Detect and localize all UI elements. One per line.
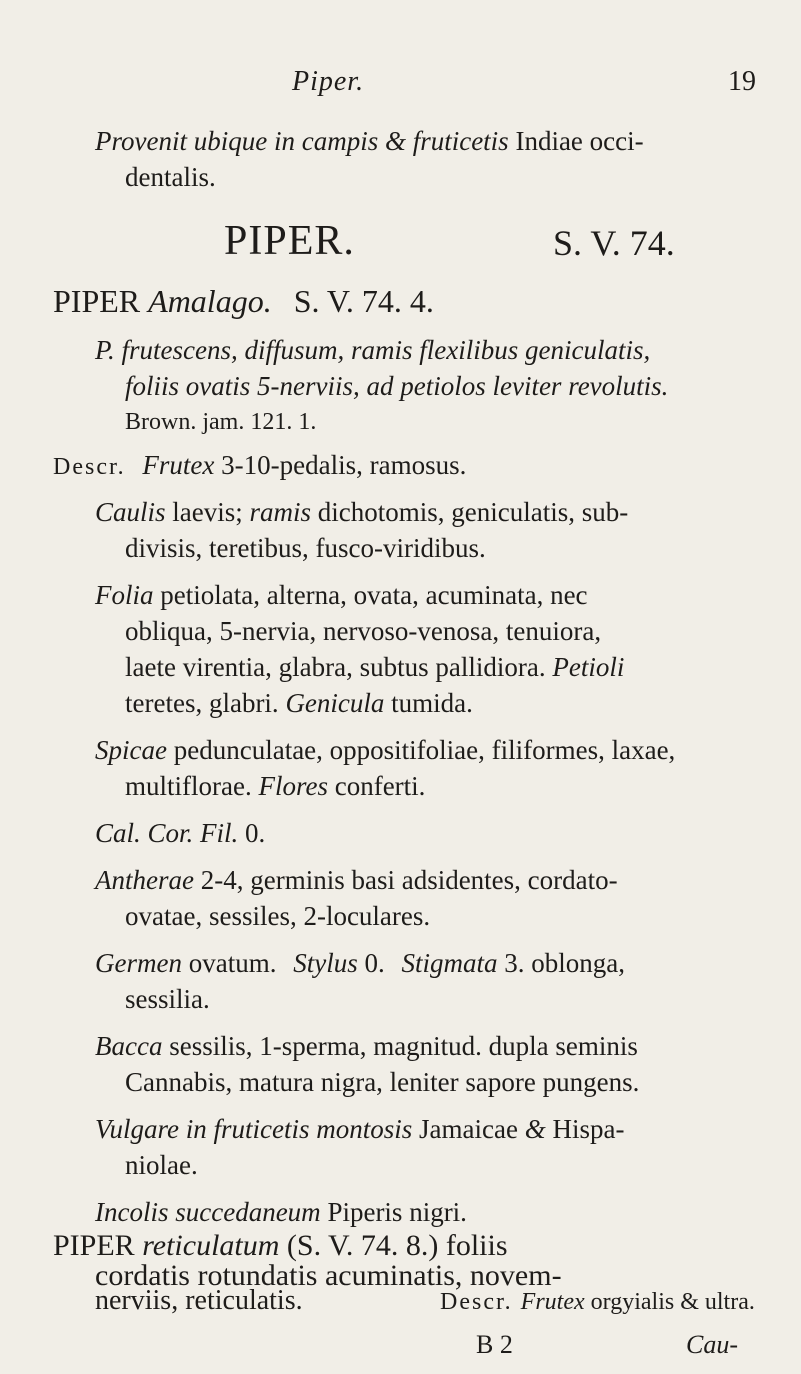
species1-ref: S. V. 74. 4.	[293, 283, 434, 319]
species2-diagnosis-3: nerviis, reticulatis.	[95, 1285, 303, 1316]
folia-line-2: obliqua, 5-nervia, nervoso-venosa, tenuiora,	[125, 616, 602, 646]
spicae-text-a: pedunculatae, oppositifoliae, filiformes, laxae,	[173, 735, 676, 765]
vulgare-tail: Jamaicae	[419, 1114, 518, 1144]
folia-label: Folia	[95, 580, 154, 610]
spicae-line-2	[125, 768, 425, 804]
intro-tail: Indiae occi-	[515, 126, 644, 156]
germen-line-1	[95, 945, 625, 981]
bacca-label: Bacca	[95, 1031, 163, 1061]
descr-label: Descr.	[53, 454, 126, 480]
genicula-text: tumida.	[391, 688, 473, 718]
caulis-ramis: ramis	[249, 497, 312, 527]
running-head-title: Piper.	[292, 66, 365, 97]
folia-text-c: laete virentia, glabra, subtus pallidiora.	[125, 652, 546, 682]
intro-line-2: dentalis.	[125, 162, 216, 192]
intro-italic: Provenit ubique in campis & fruticetis	[95, 126, 509, 156]
species2-descr-line	[440, 1284, 755, 1320]
vulgare-amp: &	[524, 1114, 546, 1144]
genus-heading: PIPER.	[224, 218, 355, 264]
incolis-italic: Incolis succedaneum	[95, 1197, 321, 1227]
stylus-value: 0.	[364, 948, 385, 978]
folia-line-4	[125, 685, 473, 721]
caulis-line-1	[95, 494, 628, 530]
flores-text: conferti.	[334, 771, 426, 801]
species2-descr-text: orgyialis & ultra.	[590, 1289, 755, 1315]
spicae-text-b: multiflorae.	[125, 771, 252, 801]
vulgare-italic: Vulgare in fruticetis montosis	[95, 1114, 413, 1144]
species1-diagnosis-1: P. frutescens, diffusum, ramis flexilibus geniculatis,	[95, 335, 651, 365]
caulis-line-2: divisis, teretibus, fusco-viridibus.	[125, 533, 486, 563]
spicae-line-1	[95, 732, 675, 768]
germen-line-2: sessilia.	[125, 984, 210, 1014]
vulgare-line-2: niolae.	[125, 1150, 198, 1180]
species1-genus: PIPER	[53, 283, 141, 319]
page-number: 19	[728, 66, 756, 97]
caulis-text-a: laevis;	[172, 497, 243, 527]
calcor-label: Cal. Cor. Fil.	[95, 818, 239, 848]
species1-citation: Brown. jam. 121. 1.	[125, 409, 317, 435]
spicae-label: Spicae	[95, 735, 167, 765]
incolis-tail: Piperis nigri.	[327, 1197, 467, 1227]
germen-label: Germen	[95, 948, 182, 978]
species2-epithet: reticulatum	[142, 1229, 280, 1262]
catchword: Cau-	[686, 1330, 738, 1359]
folia-text-a: petiolata, alterna, ovata, acuminata, nec	[160, 580, 588, 610]
intro-line-1	[95, 123, 644, 159]
stigmata-label: Stigmata	[401, 948, 498, 978]
species2-genus: PIPER	[53, 1229, 135, 1262]
species2-frutex-label: Frutex	[520, 1289, 585, 1315]
antherae-text-a: 2-4, germinis basi adsidentes, cordato-	[200, 865, 618, 895]
folia-text-d: teretes, glabri.	[125, 688, 279, 718]
genicula-label: Genicula	[285, 688, 385, 718]
caulis-label: Caulis	[95, 497, 166, 527]
species2-descr-label: Descr.	[440, 1289, 513, 1315]
species1-heading	[53, 283, 434, 320]
calcor-line	[95, 815, 265, 851]
folia-line-3	[125, 649, 624, 685]
bacca-line-1	[95, 1028, 638, 1064]
species1-diagnosis-2: foliis ovatis 5-nerviis, ad petiolos leviter revolutis.	[125, 371, 669, 401]
antherae-line-1	[95, 862, 618, 898]
germen-text: ovatum.	[188, 948, 277, 978]
calcor-value: 0.	[245, 818, 266, 848]
stylus-label: Stylus	[293, 948, 358, 978]
antherae-label: Antherae	[95, 865, 194, 895]
descr-text: 3-10-pedalis, ramosus.	[221, 450, 467, 480]
signature-mark: B 2	[476, 1330, 513, 1359]
folia-line-1	[95, 577, 588, 613]
species1-descr-line	[53, 447, 466, 485]
species2-diagnosis-2: cordatis rotundatis acuminatis, novem-	[95, 1259, 562, 1292]
vulgare-tail2: Hispa-	[552, 1114, 625, 1144]
frutex-label: Frutex	[142, 450, 215, 480]
caulis-text-b: dichotomis, geniculatis, sub-	[317, 497, 629, 527]
species2-rest: (S. V. 74. 8.) foliis	[286, 1229, 508, 1262]
petioli-label: Petioli	[552, 652, 625, 682]
species1-epithet: Amalago.	[148, 283, 272, 319]
bacca-text-a: sessilis, 1-sperma, magnitud. dupla seminis	[169, 1031, 638, 1061]
flores-label: Flores	[258, 771, 328, 801]
antherae-line-2: ovatae, sessiles, 2-loculares.	[125, 901, 431, 931]
genus-reference: S. V. 74.	[553, 223, 675, 263]
stigmata-text: 3. oblonga,	[504, 948, 625, 978]
bacca-line-2: Cannabis, matura nigra, leniter sapore pungens.	[125, 1067, 640, 1097]
vulgare-line-1	[95, 1111, 624, 1147]
